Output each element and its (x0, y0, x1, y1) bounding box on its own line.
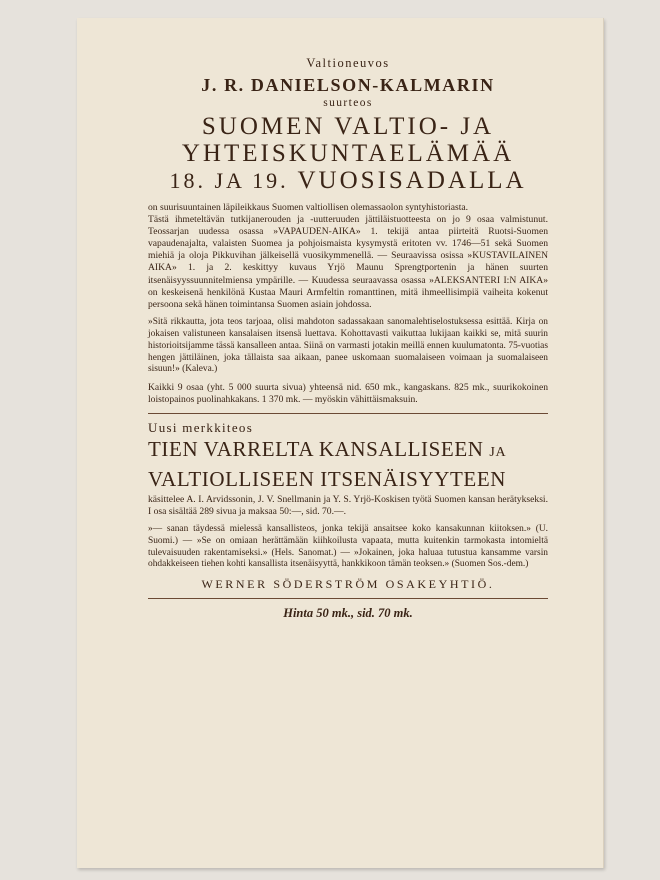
title-vuosisadalla: VUOSISADALLA (297, 167, 527, 194)
price-line: Hinta 50 mk., sid. 70 mk. (283, 606, 413, 621)
divider-rule-top (148, 413, 548, 414)
subtitle-text: suurteos (323, 97, 373, 109)
second-description: käsittelee A. I. Arvidssonin, J. V. Snellmanin ja Y. S. Yrjö-Koskisen työtä Suomen kansan herätykseksi. I osa sisältää 289 sivua ja maksaa 50:—, sid. 70.—. (148, 493, 548, 517)
second-title-line2: VALTIOLLISEEN ITSENÄISYYTEEN (148, 466, 507, 491)
second-review-quotes: »— sanan täydessä mielessä kansallisteos, jonka tekijä ansaitsee koko kansakunnan kiitoksen.» (U. Suomi.) — »Se on omiaan herättämään kiihkoilusta vapaata, mutta kuitenkin tarmokasta intomieltä tulevaisuuden rakentamiseksi.» (Hels. Sanomat.) — »Jokainen, joka haluaa tutustua kansamme varsin ohdakkeiseen tiehen kohti kansallista itsenäisyyttä, hankkikoon tämän teoksen.» (Suomen Sos.-dem.) (148, 523, 548, 570)
book-title-line3 (148, 167, 548, 194)
second-title-ja: JA (489, 444, 507, 460)
intro-paragraph: on suurisuuntainen läpileikkaus Suomen valtiollisen olemassaolon syntyhistoriasta. (148, 202, 469, 213)
title-centuries: 18. JA 19. (169, 168, 289, 193)
description-paragraph: Tästä ihmeteltävän tutkijanerouden ja -uutteruuden jättiläistuotteesta on jo 9 osaa valmistunut. Teossarjan uudessa osassa »VAPAUDEN-AIKA» 1. tekijä antaa piirteitä Ruotsi-Suomen vapaudenajalta, valaisten Suomea ja pohjoismaista kysymystä eritoten vv. 1746—51 sekä Suomen miehiä ja oloja Pikkuvihan jälkeisellä vuosikymmenellä. — Seuraavissa osissa »KUSTAVILAINEN AIKA» 1. ja 2. keskittyy kuvaus Yrjö Maunu Sprengtportenin ja hänen suurten itsenäisyyssuunnitelmiensa ympärille. — Kuudessa seuraavassa osassa »ALEKSANTERI I:N AIKA» on keskeisenä henkilönä Kustaa Mauri Armfeltin romanttinen, mitä ihmeellisimpiä vaiheita kokenut persoona sekä hänen toimintansa Suomen asiain johdossa. (148, 214, 548, 310)
second-title-line1 (148, 437, 548, 465)
kicker-text: Valtioneuvos (306, 56, 390, 70)
book-title-line1: SUOMEN VALTIO- JA (201, 113, 495, 140)
book-title-line2: YHTEISKUNTAELÄMÄÄ (181, 140, 515, 167)
second-title-main: TIEN VARRELTA KANSALLISEEN (148, 436, 484, 461)
second-kicker: Uusi merkkiteos (148, 419, 254, 435)
cover-text-block (148, 56, 548, 621)
price-paragraph: Kaikki 9 osaa (yht. 5 000 suurta sivua) yhteensä nid. 650 mk., kangaskans. 825 mk., suurikokoinen loistopainos puolinahkakans. 1 370 mk. — myöskin vähittäismaksuin. (148, 382, 548, 406)
review-quote-kaleva: »Sitä rikkautta, jota teos tarjoaa, olisi mahdoton sadassakaan sanomalehtiselostuksessa esittää. Kirja on jokaisen valistuneen kansalaisen itsensä luettava. Kohottavasti vaikuttaa lukijaan kaikki se, mitä suurin historioitsijamme tässä kansalleen antaa. Siinä on varmasti jotakin meillä ennen kuulumatonta. 75-vuotias hengen jättiläinen, joka tällaista saa aikaan, panee uskomaan suomalaiseen voimaan ja suomalaiseen sisuun!» (Kaleva.) (148, 316, 548, 375)
publisher-name: WERNER SÖDERSTRÖM OSAKEYHTIÖ. (201, 577, 495, 592)
divider-rule-bottom (148, 598, 548, 599)
author-name: J. R. DANIELSON-KALMARIN (201, 75, 495, 95)
